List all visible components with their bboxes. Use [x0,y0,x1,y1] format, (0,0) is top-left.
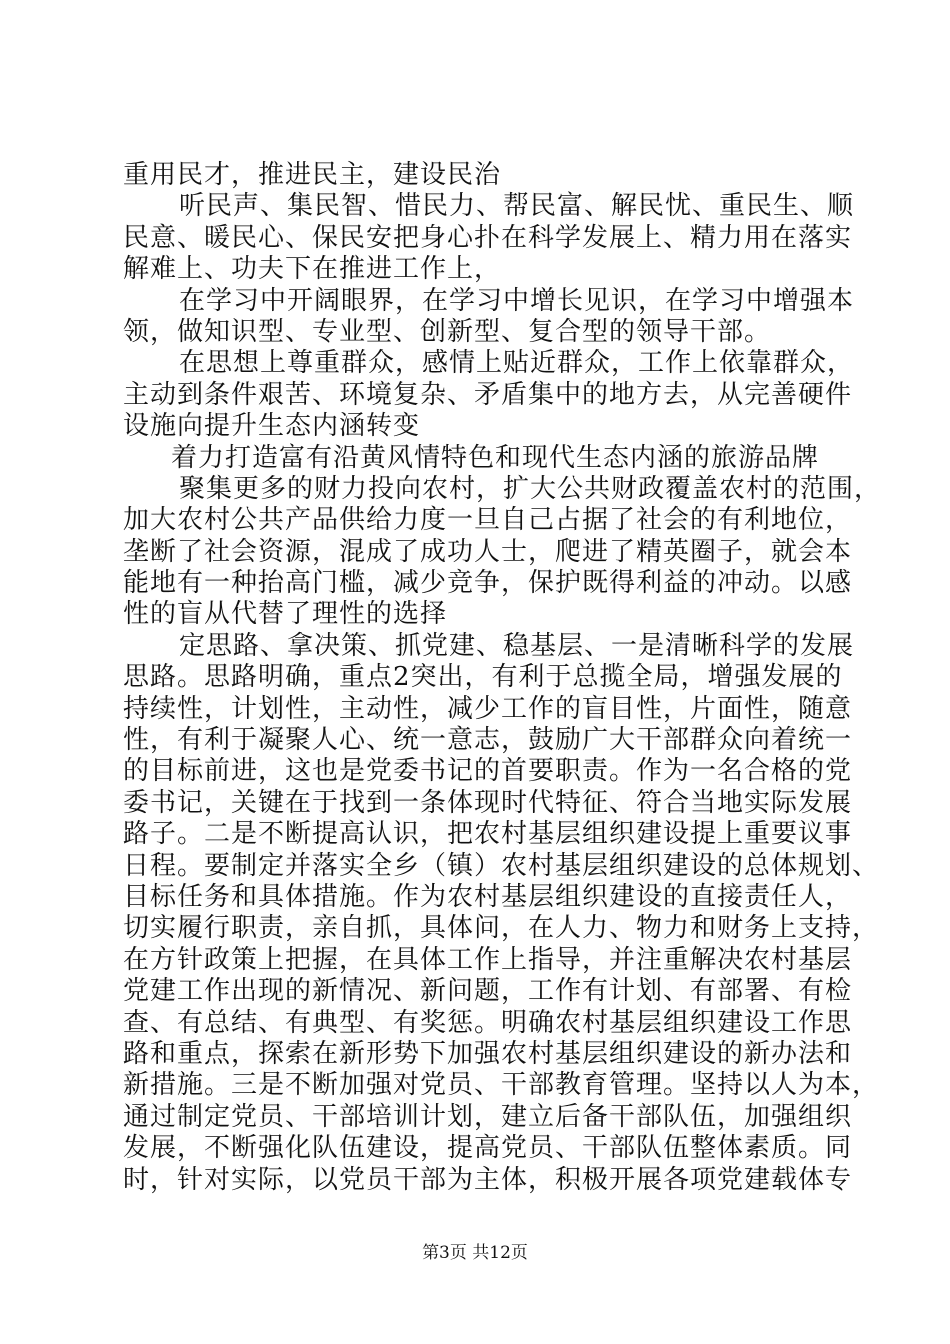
text-line: 领，做知识型、专业型、创新型、复合型的领导干部。 [123,316,772,347]
text-line: 垄断了社会资源，混成了成功人士，爬进了精英圈子，就会本 [123,536,853,567]
text-line: 定思路、拿决策、抓党建、稳基层、一是清晰科学的发展 [179,630,855,661]
text-line: 解难上、功夫下在推进工作上， [123,254,502,285]
text-line: 发展，不断强化队伍建设，提高党员、干部队伍整体素质。同 [123,1133,853,1164]
text-line: 在学习中开阔眼界，在学习中增长见识，在学习中增强本 [179,285,855,316]
text-line: 委书记，关键在于找到一条体现时代特征、符合当地实际发展 [123,787,853,818]
text-line: 性，有利于凝聚人心、统一意志，鼓励广大干部群众向着统一 [123,725,853,756]
text-line: 主动到条件艰苦、环境复杂、矛盾集中的地方去，从完善硬件 [123,379,853,410]
text-line: 持续性，计划性，主动性，减少工作的盲目性，片面性，随意 [123,693,853,724]
text-line: 聚集更多的财力投向农村，扩大公共财政覆盖农村的范围， [179,473,882,504]
text-line: 通过制定党员、干部培训计划，建立后备干部队伍，加强组织 [123,1101,853,1132]
text-line: 在思想上尊重群众，感情上贴近群众，工作上依靠群众， [179,348,855,379]
text-line: 切实履行职责，亲自抓，具体问，在人力、物力和财务上支持， [123,913,880,944]
text-line: 思路。思路明确，重点2突出，有利于总揽全局，增强发展的 [123,662,843,693]
page-number-footer: 第3页 共12页 [422,1243,528,1263]
text-line: 目标任务和具体措施。作为农村基层组织建设的直接责任人， [123,881,853,912]
text-line: 听民声、集民智、惜民力、帮民富、解民忧、重民生、顺 [179,191,855,222]
text-line: 设施向提升生态内涵转变 [123,411,421,442]
text-line: 查、有总结、有典型、有奖惩。明确农村基层组织建设工作思 [123,1007,853,1038]
text-line: 能地有一种抬高门槛，减少竞争，保护既得利益的冲动。以感 [123,568,853,599]
text-line: 日程。要制定并落实全乡（镇）农村基层组织建设的总体规划、 [123,850,880,881]
text-line: 加大农村公共产品供给力度一旦自己占据了社会的有利地位， [123,505,853,536]
text-line: 着力打造富有沿黄风情特色和现代生态内涵的旅游品牌 [171,442,820,473]
text-line: 在方针政策上把握，在具体工作上指导，并注重解决农村基层 [123,944,853,975]
text-line: 性的盲从代替了理性的选择 [123,599,448,630]
text-line: 时，针对实际，以党员干部为主体，积极开展各项党建载体专 [123,1164,853,1195]
text-line: 民意、暖民心、保民安把身心扑在科学发展上、精力用在落实 [123,222,853,253]
text-line: 新措施。三是不断加强对党员、干部教育管理。坚持以人为本， [123,1070,880,1101]
text-line: 路和重点，探索在新形势下加强农村基层组织建设的新办法和 [123,1038,853,1069]
text-line: 的目标前进，这也是党委书记的首要职责。作为一名合格的党 [123,756,853,787]
text-line: 重用民才，推进民主，建设民治 [123,160,502,190]
text-line: 党建工作出现的新情况、新问题，工作有计划、有部署、有检 [123,976,853,1007]
document-body [123,160,882,1196]
text-line: 路子。二是不断提高认识，把农村基层组织建设提上重要议事 [123,819,853,850]
